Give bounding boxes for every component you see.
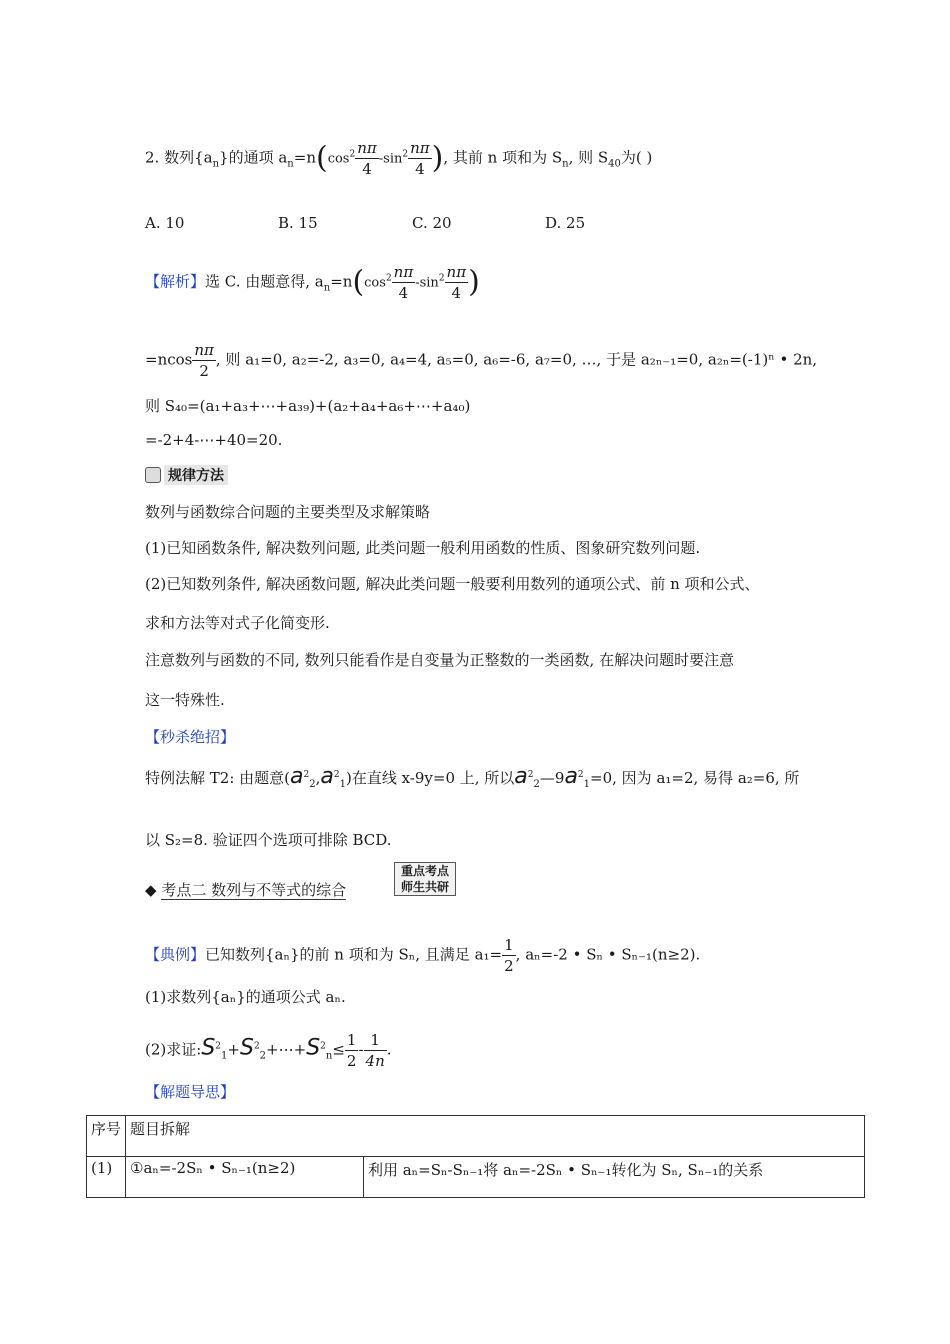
guide-tag: 【解题导思】 (145, 1083, 236, 1101)
option-c: C. 20 (412, 214, 452, 232)
method-p3b: 这一特殊性. (145, 691, 225, 709)
example-q1: (1)求数列{aₙ}的通项公式 aₙ. (145, 988, 346, 1006)
table-cell: (1) (87, 1157, 126, 1198)
example-line: 【典例】已知数列{aₙ}的前 n 项和为 Sₙ, 且满足 a₁= $\frac{1}{2}$ , aₙ=-2 • Sₙ • Sₙ₋₁(n≥2). (145, 936, 701, 975)
table-header-breakdown: 题目拆解 (126, 1116, 865, 1157)
analysis-line-2: =ncos $\frac{n\pi}{2}$ , 则 a₁=0, a₂=-2, a₃=0, a₄=4, a₅=0, a₆=-6, a₇=0, …, 于是 a₂ₙ₋₁=0, a₂ₙ=(-1)ⁿ • 2n, (145, 341, 818, 380)
table-header-index: 序号 (87, 1116, 126, 1157)
method-p2b: 求和方法等对式子化简变形. (145, 614, 330, 632)
fraction-npi-4: $\frac{n\pi}{4}$ (357, 139, 377, 178)
key-point-badge: 重点考点 师生共研 (394, 862, 456, 896)
diamond-icon: ◆ (145, 881, 157, 899)
method-p2a: (2)已知数列条件, 解决函数问题, 解决此类问题一般要利用数列的通项公式、前 n 项和公式、 (145, 575, 760, 593)
trick-line-2: 以 S₂=8. 验证四个选项可排除 BCD. (145, 831, 392, 849)
section-title: ◆ 考点二 数列与不等式的综合 (145, 881, 347, 899)
trick-line-1: 特例法解 T2: 由题意$(a^2_2,a^2_1)$在直线 x-9y=0 上, 所以$a^2_2—9a^2_1=0$, 因为 a₁=2, 易得 a₂=6, 所 (145, 764, 800, 790)
method-p3a: 注意数列与函数的不同, 数列只能看作是自变量为正整数的一类函数, 在解决问题时要注意 (145, 651, 735, 669)
example-q2: (2)求证$:S^2_1+S^2_2+\cdots+S^2_n\le$ $\frac{1}{2}$ - $\frac{1}{4n}$ . (145, 1031, 392, 1070)
trick-tag: 【秒杀绝招】 (145, 728, 236, 746)
option-a: A. 10 (145, 214, 185, 232)
table-row (87, 1157, 865, 1198)
analysis-tag: 【解析】 (145, 272, 206, 291)
table-row (87, 1116, 865, 1157)
method-title: 数列与函数综合问题的主要类型及求解策略 (145, 503, 431, 521)
method-badge: 规律方法 (145, 465, 228, 485)
analysis-line-4: =-2+4-⋯+40=20. (145, 431, 283, 449)
question-2: 2. 数列$\{a_n\}$的通项 $a_n=n(\cos^2$ $\frac{n\pi}{4}$ $-\sin^2$ $\frac{n\pi}{4}$ ), 其前 n 项和为 $S_n$, 则 $S_{40}$为( ) (145, 139, 653, 178)
option-d: D. 25 (545, 214, 586, 232)
table-cell: ①aₙ=-2Sₙ • Sₙ₋₁(n≥2) (126, 1157, 364, 1198)
method-p1: (1)已知函数条件, 解决数列问题, 此类问题一般利用函数的性质、图象研究数列问题. (145, 539, 701, 557)
table-cell: 利用 aₙ=Sₙ-Sₙ₋₁将 aₙ=-2Sₙ • Sₙ₋₁转化为 Sₙ, Sₙ₋₁的关系 (363, 1157, 864, 1198)
analysis-line-3: 则 S₄₀=(a₁+a₃+⋯+a₃₉)+(a₂+a₄+a₆+⋯+a₄₀) (145, 397, 471, 415)
analysis-line-1: 【解析】选 C. 由题意得, $a_n=n(\cos^2$ $\frac{n\pi}{4}$ $-\sin^2$ $\frac{n\pi}{4}$ ) (145, 263, 480, 302)
breakdown-table (86, 1115, 865, 1198)
method-icon (145, 467, 161, 483)
option-b: B. 15 (278, 214, 318, 232)
fraction-npi-4: $\frac{n\pi}{4}$ (410, 139, 430, 178)
